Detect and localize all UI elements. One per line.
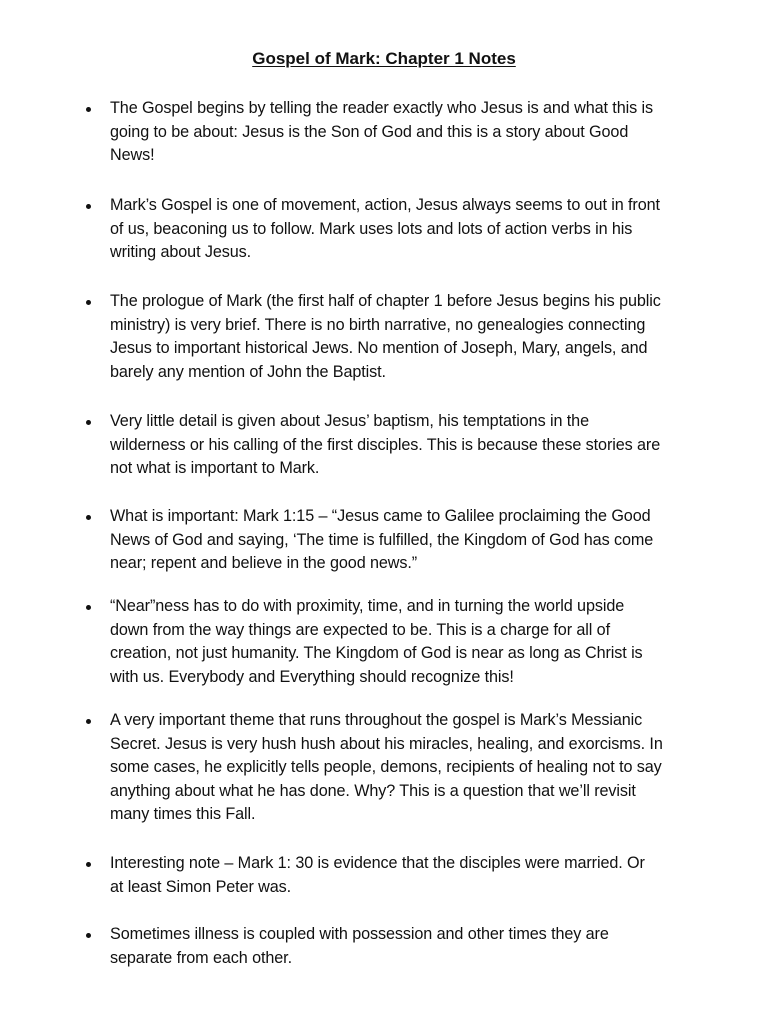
bullet-text: Interesting note – Mark 1: 30 is evidence that the disciples were married. Or at least Simon Peter was. <box>110 854 645 896</box>
bullet-point-icon <box>86 933 91 938</box>
bullet-point-icon <box>86 605 91 610</box>
bullet-text: A very important theme that runs throughout the gospel is Mark’s Messianic Secret. Jesus is very hush hush about his miracles, healing, and exorcisms. In some cases, he explicitly tells people, demons, recipients of healing not to say anything about what he has done. Why? This is a question that we’ll revisit many times this Fall. <box>110 711 663 823</box>
bullet-text: The Gospel begins by telling the reader exactly who Jesus is and what this is going to be about: Jesus is the Son of God and this is a story about Good News! <box>110 99 653 164</box>
page-title: Gospel of Mark: Chapter 1 Notes <box>252 49 516 68</box>
bullet-text: Sometimes illness is coupled with possession and other times they are separate from each other. <box>110 925 609 967</box>
bullet-point-icon <box>86 300 91 305</box>
bullet-point-icon <box>86 719 91 724</box>
bullet-text: “Near”ness has to do with proximity, time, and in turning the world upside down from the way things are expected to be. This is a charge for all of creation, not just humanity. The Kingdom of God is near as long as Christ is with us. Everybody and Everything should recognize this! <box>110 597 643 686</box>
bullet-point-icon <box>86 862 91 867</box>
bullet-point-icon <box>86 420 91 425</box>
bullet-text: The prologue of Mark (the first half of chapter 1 before Jesus begins his public ministry) is very brief. There is no birth narrative, no genealogies connecting Jesus to important historical Jews. No mention of Joseph, Mary, angels, and barely any mention of John the Baptist. <box>110 292 661 381</box>
bullet-text: Mark’s Gospel is one of movement, action, Jesus always seems to out in front of us, beaconing us to follow. Mark uses lots and lots of action verbs in his writing about Jesus. <box>110 196 660 261</box>
bullet-text: Very little detail is given about Jesus’ baptism, his temptations in the wilderness or his calling of the first disciples. This is because these stories are not what is important to Mark. <box>110 412 661 477</box>
bullet-point-icon <box>86 515 91 520</box>
bullet-point-icon <box>86 204 91 209</box>
bullet-point-icon <box>86 107 91 112</box>
bullet-text: What is important: Mark 1:15 – “Jesus came to Galilee proclaiming the Good News of God and saying, ‘The time is fulfilled, the Kingdom of God has come near; repent and believe in the good news.” <box>110 507 654 572</box>
